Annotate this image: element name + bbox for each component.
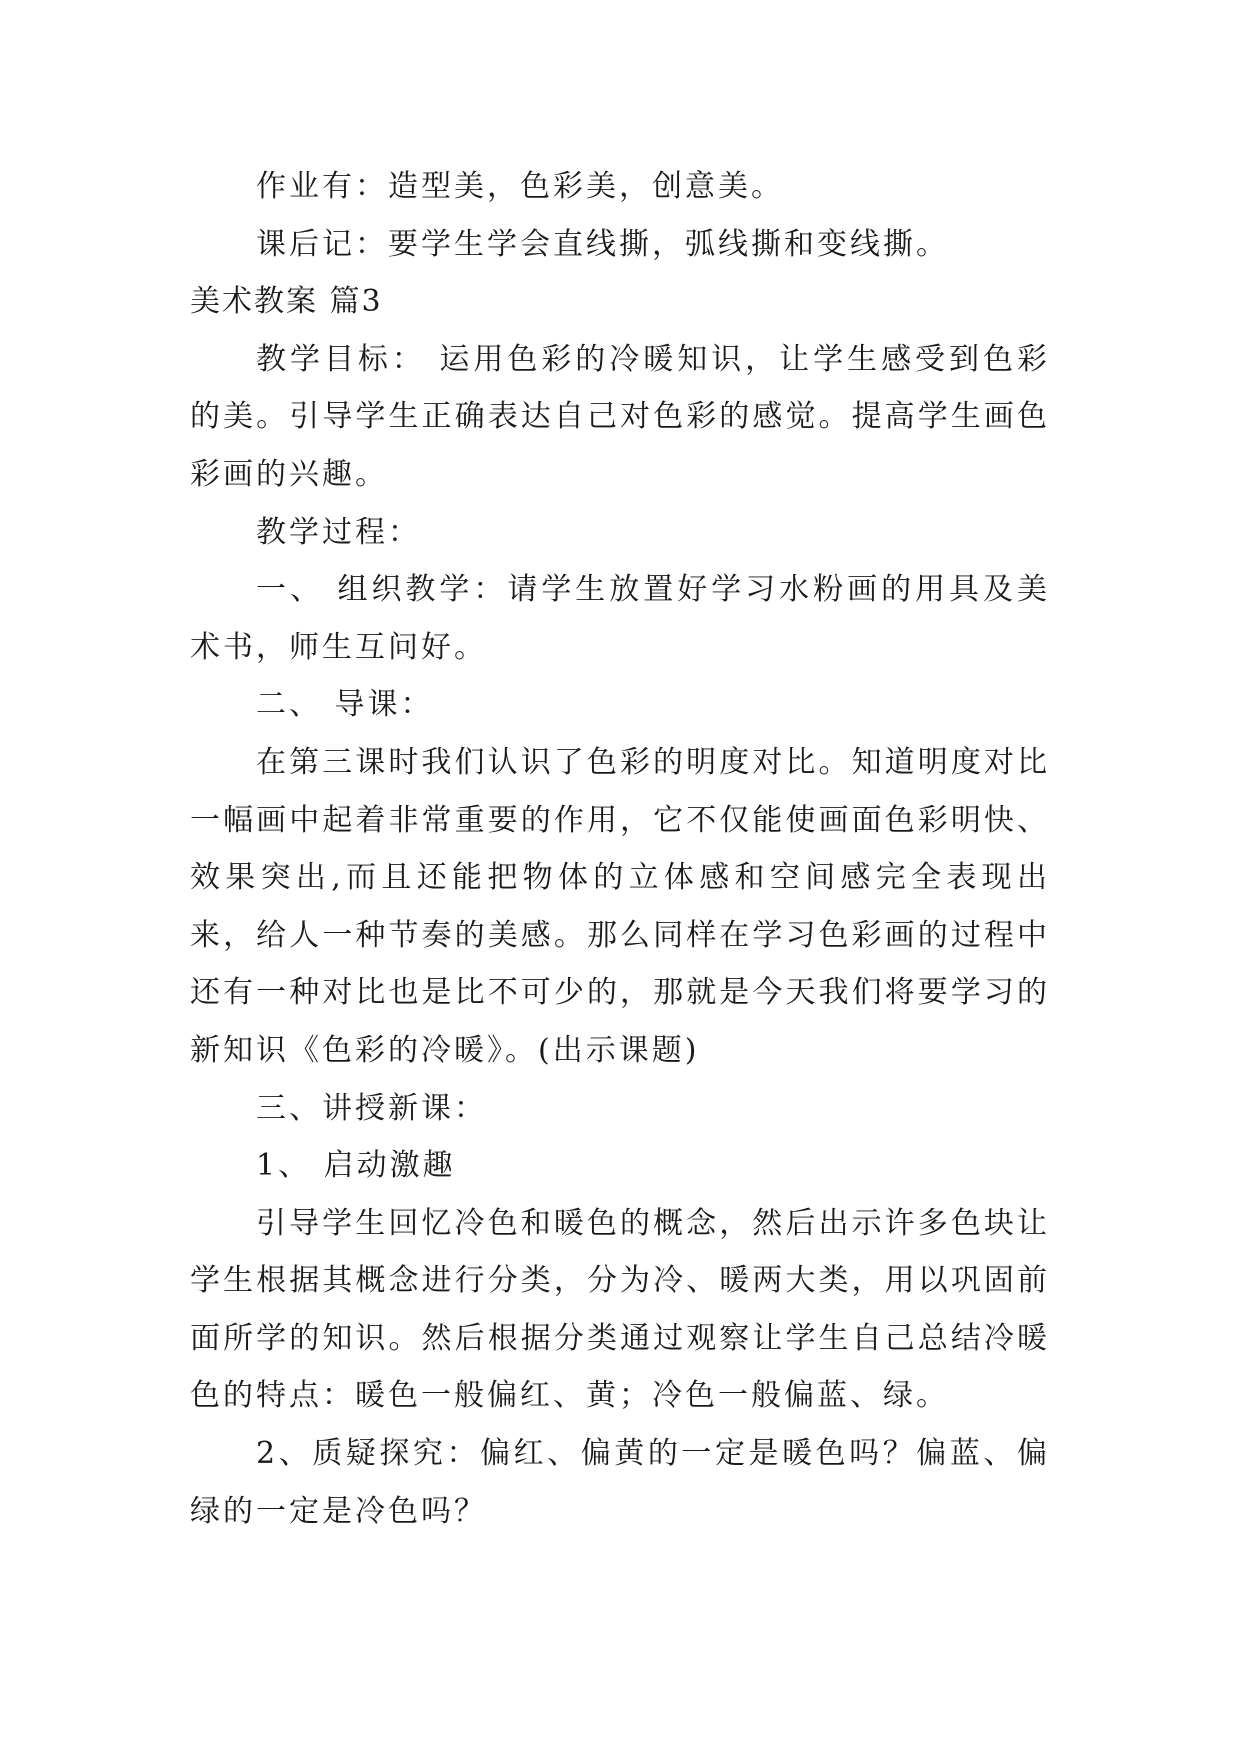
section-heading: 美术教案 篇3 xyxy=(190,284,383,320)
paragraph-teaching-process: 教学过程： xyxy=(256,514,421,550)
paragraph-step-new-lesson: 三、讲授新课： xyxy=(256,1090,487,1126)
paragraph-substep-1-body: 引导学生回忆冷色和暖色的概念，然后出示许多色块让学生根据其概念进行分类，分为冷、暖两大类，用以巩固前面所学的知识。然后根据分类通过观察让学生自己总结冷暖色的特点：暖色一般偏红、黄；冷色一般偏蓝、绿。 xyxy=(190,1205,1050,1414)
paragraph-substep-1: 1、 启动激趣 xyxy=(256,1148,456,1184)
paragraph-teaching-goals: 教学目标： 运用色彩的冷暖知识，让学生感受到色彩的美。引导学生正确表达自己对色彩的感觉。提高学生画色彩画的兴趣。 xyxy=(190,341,1050,492)
document-body xyxy=(190,158,1050,1540)
paragraph-step-organize: 一、 组织教学：请学生放置好学习水粉画的用具及美术书，师生互问好。 xyxy=(190,572,1050,665)
paragraph-intro-body: 在第三课时我们认识了色彩的明度对比。知道明度对比一幅画中起着非常重要的作用，它不仅能使画面色彩明快、效果突出,而且还能把物体的立体感和空间感完全表现出来，给人一种节奏的美感。那么同样在学习色彩画的过程中还有一种对比也是比不可少的，那就是今天我们将要学习的新知识《色彩的冷暖》。(出示课题) xyxy=(190,744,1050,1068)
paragraph-homework: 作业有：造型美，色彩美，创意美。 xyxy=(256,169,784,204)
paragraph-substep-2: 2、质疑探究：偏红、偏黄的一定是暖色吗？偏蓝、偏绿的一定是冷色吗？ xyxy=(190,1436,1050,1529)
paragraph-after-class-notes: 课后记：要学生学会直线撕，弧线撕和变线撕。 xyxy=(256,226,949,262)
paragraph-step-intro: 二、 导课： xyxy=(256,687,434,723)
